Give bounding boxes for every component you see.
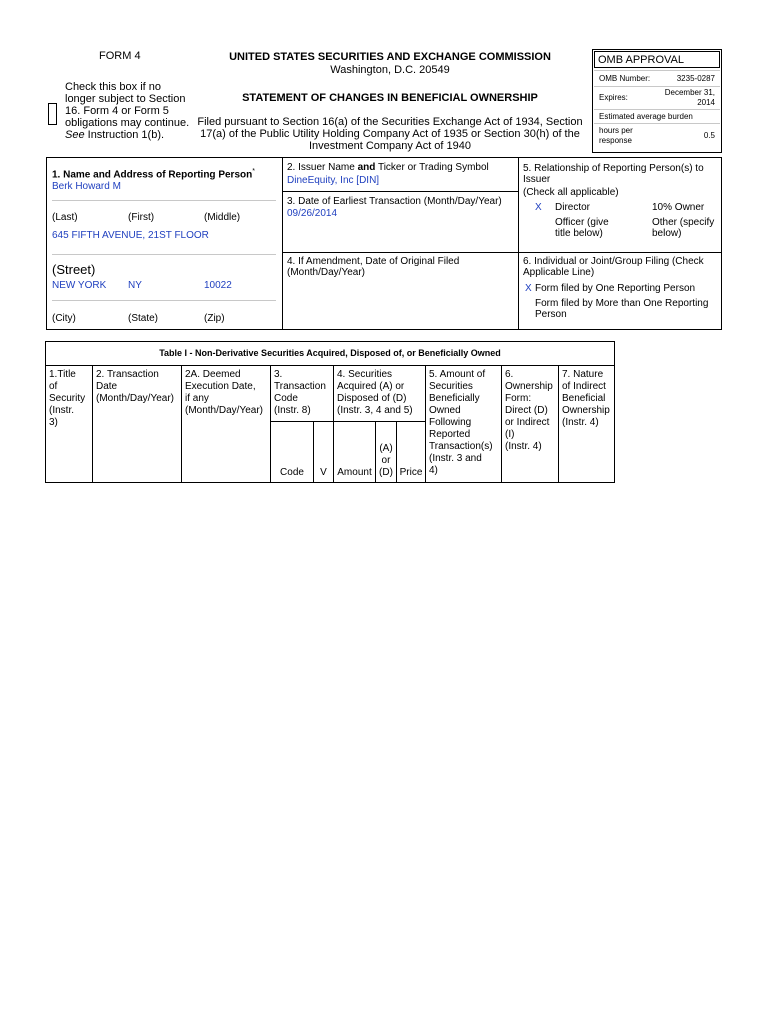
filed-pursuant-line-2: 17(a) of the Public Utility Holding Company Act of 1935 or Section 30(h) of the [200, 128, 580, 140]
sub-header-price: Price [399, 467, 423, 478]
box1-asterisk: * [252, 168, 255, 175]
agency-title: UNITED STATES SECURITIES AND EXCHANGE COMMISSION [229, 51, 551, 63]
col2-line: Date [96, 381, 118, 392]
one-reporting-person-label: Form filed by One Reporting Person [535, 283, 696, 294]
col5-line: Beneficially [429, 393, 480, 404]
col2-line: 2. Transaction [96, 369, 159, 380]
state-value: NY [128, 280, 142, 291]
zip-label: (Zip) [204, 313, 225, 324]
sub-header-amount: Amount [337, 467, 372, 478]
ten-percent-owner-label: 10% Owner [652, 202, 705, 213]
omb-expires-label: Expires: [599, 93, 628, 102]
col-5-header [429, 369, 493, 477]
aord-line: or [381, 455, 391, 466]
expires-line-1: December 31, [664, 88, 715, 97]
instruction-ref: Instruction 1(b). [84, 129, 165, 141]
other-label [652, 217, 714, 239]
statement-title: STATEMENT OF CHANGES IN BENEFICIAL OWNERSHIP [242, 92, 538, 104]
filed-pursuant-line-1: Filed pursuant to Section 16(a) of the Securities Exchange Act of 1934, Section [197, 116, 583, 128]
table-i-title: Table I - Non-Derivative Securities Acquired, Disposed of, or Beneficially Owned [159, 348, 501, 358]
sub-header-code: Code [280, 467, 304, 478]
col-7-header [562, 369, 610, 429]
one-reporting-person-checkmark[interactable]: X [525, 283, 532, 294]
street-address: 645 FIFTH AVENUE, 21ST FLOOR [52, 230, 209, 241]
street-label: (Street) [52, 262, 96, 277]
col3-line: Transaction [274, 381, 326, 392]
checkbox-text-3: 16. Form 4 or Form 5 [65, 105, 169, 117]
col5-line: 4) [429, 465, 438, 476]
earliest-transaction-date: 09/26/2014 [287, 208, 338, 219]
box1-title [52, 166, 255, 180]
box2-title [287, 162, 489, 173]
box5-title [523, 163, 704, 185]
other-line-1: Other (specify [652, 217, 715, 228]
officer-line-2: title below) [555, 228, 603, 239]
col4-line: 4. Securities [337, 369, 393, 380]
reporting-person-name: Berk Howard M [52, 181, 121, 192]
col6-line: 6. [505, 369, 514, 380]
box5-title-line-2: Issuer [523, 174, 551, 185]
issuer-name-link[interactable]: DineEquity, Inc [DIN] [287, 175, 380, 186]
col-4-header [337, 369, 413, 417]
other-line-2: below) [652, 228, 682, 239]
col1-line: Security [49, 393, 86, 404]
col4-line: Acquired (A) or [337, 381, 405, 392]
col4-line: (Instr. 3, 4 and 5) [337, 405, 413, 416]
hours-line-1: hours per [599, 126, 633, 135]
state-label: (State) [128, 313, 159, 324]
col2a-line: if any [185, 393, 209, 404]
checkbox-text-1: Check this box if no [65, 81, 161, 93]
box5-title-line-1: 5. Relationship of Reporting Person(s) to [523, 163, 704, 174]
col2a-line: (Month/Day/Year) [185, 405, 263, 416]
col6-line: Ownership [505, 381, 553, 392]
officer-label [555, 217, 609, 239]
col3-line: (Instr. 8) [274, 405, 311, 416]
col7-line: Ownership [562, 405, 610, 416]
checkbox-text-2: longer subject to Section [65, 93, 186, 105]
omb-number-value: 3235-0287 [676, 74, 715, 83]
city-value: NEW YORK [52, 280, 107, 291]
sub-header-v: V [320, 467, 327, 478]
col3-line: 3. [274, 369, 283, 380]
filed-pursuant [197, 116, 583, 152]
officer-line-1: Officer (give [555, 217, 609, 228]
no-longer-subject-checkbox[interactable] [48, 103, 57, 125]
omb-expires-value [650, 88, 715, 108]
box6-title [523, 256, 704, 278]
col2a-line: Execution Date, [185, 381, 256, 392]
col-3-header [274, 369, 326, 417]
hours-line-2: response [599, 136, 632, 145]
col5-line: Securities [429, 381, 473, 392]
col-2-header [96, 369, 174, 405]
expires-line-2: 2014 [697, 98, 715, 107]
box4-title [287, 256, 459, 278]
box2-title-post: Ticker or Trading Symbol [375, 162, 489, 173]
col3-line: Code [274, 393, 298, 404]
box2-title-pre: 2. Issuer Name [287, 162, 358, 173]
col1-line: 1.Title [49, 369, 76, 380]
col-1-header [49, 369, 85, 429]
aord-line: (A) [379, 443, 393, 454]
box4-title-line-2: (Month/Day/Year) [287, 267, 365, 278]
col5-line: Owned [429, 405, 461, 416]
first-label: (First) [128, 212, 155, 223]
col7-line: 7. Nature [562, 369, 604, 380]
omb-number-label: OMB Number: [599, 74, 651, 83]
city-label: (City) [52, 313, 76, 324]
col-2a-header [185, 369, 263, 417]
col6-line: Direct (D) [505, 405, 548, 416]
aord-line: (D) [379, 467, 393, 478]
filed-pursuant-line-3: Investment Company Act of 1940 [308, 140, 472, 152]
box5-subtitle: (Check all applicable) [523, 187, 619, 198]
checkbox-instructions [65, 81, 189, 141]
omb-hours-value: 0.5 [703, 131, 715, 140]
form-label: FORM 4 [99, 50, 141, 62]
col2a-line: 2A. Deemed [185, 369, 241, 380]
omb-title: OMB APPROVAL [598, 54, 684, 66]
middle-label: (Middle) [204, 212, 241, 223]
col6-line: (Instr. 4) [505, 441, 542, 452]
col1-line: 3) [49, 417, 58, 428]
more-line-2: Person [535, 309, 567, 320]
col7-line: (Instr. 4) [562, 417, 599, 428]
col6-line: or Indirect [505, 417, 550, 428]
box1-title-text: 1. Name and Address of Reporting Person [52, 169, 253, 181]
box3-title: 3. Date of Earliest Transaction (Month/Day/Year) [287, 196, 502, 207]
col7-line: of Indirect [562, 381, 606, 392]
col7-line: Beneficial [562, 393, 606, 404]
checkbox-text-5 [65, 129, 189, 141]
col5-line: Following [429, 417, 472, 428]
col1-line: (Instr. [49, 405, 75, 416]
col2-line: (Month/Day/Year) [96, 393, 174, 404]
checkbox-text-4: obligations may continue. [65, 117, 190, 129]
col5-line: (Instr. 3 and [429, 453, 482, 464]
director-label: Director [555, 202, 591, 213]
zip-value: 10022 [204, 280, 232, 291]
box2-title-and: and [357, 162, 376, 173]
col5-line: 5. Amount of [429, 369, 486, 380]
omb-burden-label: Estimated average burden [599, 112, 693, 121]
box4-title-line-1: 4. If Amendment, Date of Original Filed [287, 256, 460, 267]
agency-location: Washington, D.C. 20549 [330, 64, 450, 76]
see-italic: See [65, 129, 85, 141]
more-reporting-persons-label [535, 298, 708, 320]
last-label: (Last) [52, 212, 78, 223]
col6-line: (I) [505, 429, 515, 440]
col-6-header [505, 369, 553, 453]
col4-line: Disposed of (D) [337, 393, 407, 404]
col5-line: Reported [429, 429, 471, 440]
col5-line: Transaction(s) [429, 441, 493, 452]
director-checkmark[interactable]: X [535, 202, 542, 213]
box6-title-line-2: Applicable Line) [523, 267, 595, 278]
col6-line: Form: [505, 393, 532, 404]
box6-title-line-1: 6. Individual or Joint/Group Filing (Check [523, 256, 704, 267]
col1-line: of [49, 381, 58, 392]
more-line-1: Form filed by More than One Reporting [535, 298, 709, 309]
omb-hours-label [599, 126, 633, 146]
sub-header-a-or-d [376, 443, 396, 479]
